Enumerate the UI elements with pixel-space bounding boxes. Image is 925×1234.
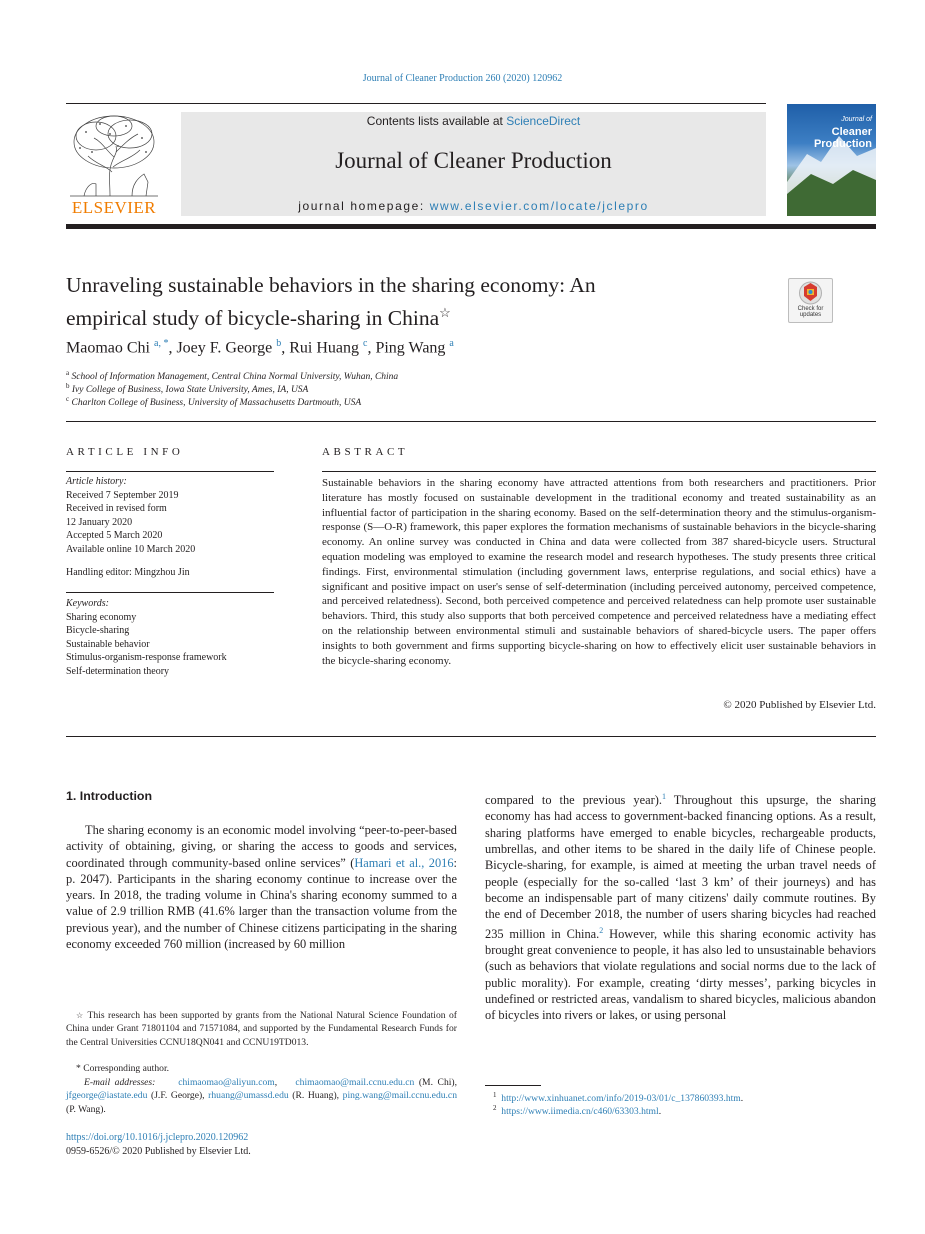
footnote-text: This research has been supported by grants from the National Natural Science Foundation of China under Grant 71801104 and 71571084, and supported by the Fundamental Research Funds for the Central Universities CCNU18QN041 and CCNU19TD013. (66, 1010, 457, 1048)
intro-paragraph-2 (485, 789, 876, 1023)
keyword: Stimulus-organism-response framework (66, 652, 227, 663)
article-history (66, 475, 276, 580)
header-thick-rule (66, 224, 876, 229)
footnote-star-mark: ☆ (76, 1011, 85, 1020)
author-affil-mark[interactable]: a (449, 338, 454, 349)
affiliation (66, 369, 398, 382)
affiliation (66, 382, 308, 395)
email-label: E-mail addresses: (84, 1077, 156, 1088)
homepage-prefix: journal homepage: (298, 199, 430, 213)
crossmark-label: Check for updates (797, 306, 824, 318)
keyword: Bicycle-sharing (66, 625, 130, 636)
journal-citation[interactable]: Journal of Cleaner Production 260 (2020) 120962 (362, 73, 563, 84)
footnote-ref[interactable]: 1 (661, 792, 666, 801)
doi-block (66, 1131, 251, 1159)
body-text: The sharing economy is an economic model involving “peer-to-peer-based activity of obtaining, giving, or sharing the access to goods and services, coordinated through community-based online services” ( (66, 823, 457, 870)
sciencedirect-link[interactable]: ScienceDirect (506, 114, 581, 128)
abstract-rule (322, 471, 876, 472)
author-affil-mark[interactable]: b (276, 338, 282, 349)
keyword: Sustainable behavior (66, 638, 150, 650)
front-matter-rule (66, 421, 876, 422)
footnote-2: $^2$ https://www.iimedia.cn/c460/63303.html. (493, 1104, 662, 1118)
homepage-line (181, 199, 766, 213)
affil-text: Ivy College of Business, Iowa State University, Ames, IA, USA (71, 385, 309, 396)
header-rule (66, 103, 766, 104)
email-owner: (P. Wang). (66, 1103, 106, 1115)
footnote-mark: 1 (493, 1091, 497, 1099)
abstract-heading: ABSTRACT (322, 446, 409, 458)
cover-prefix: Journal of (841, 116, 872, 123)
title-line1: Unraveling sustainable behaviors in the sharing economy: An (66, 273, 596, 297)
author-name[interactable]: Joey F. George (176, 339, 273, 357)
history-item: Available online 10 March 2020 (66, 543, 196, 555)
journal-cover-image[interactable] (787, 104, 876, 216)
keyword: Self-determination theory (66, 665, 170, 677)
handling-editor: Handling editor: Mingzhou Jin (66, 567, 190, 578)
author-name[interactable]: Ping Wang (375, 339, 446, 357)
title-line2: empirical study of bicycle-sharing in China (66, 306, 440, 331)
contents-prefix: Contents lists available at (366, 114, 507, 128)
email-link[interactable]: jfgeorge@iastate.edu (66, 1090, 148, 1102)
email-link[interactable]: chimaomao@aliyun.com (178, 1077, 275, 1088)
abstract-copyright: © 2020 Published by Elsevier Ltd. (723, 699, 876, 711)
journal-banner (181, 112, 766, 216)
affil-mark: a (66, 369, 70, 377)
crossmark-icon (789, 279, 832, 307)
history-item: 12 January 2020 (66, 516, 133, 528)
affil-text: Charlton College of Business, University of Massachusetts Dartmouth, USA (71, 398, 362, 409)
author-list: Maomao Chi $^{a, *}$, Joey F. George $^b$, Rui Huang $^c$, Ping Wang $^a$ (66, 338, 454, 357)
email-link[interactable]: rhuang@umassd.edu (208, 1090, 289, 1102)
elsevier-logo[interactable] (66, 112, 162, 216)
keyword: Sharing economy (66, 611, 137, 623)
body-text: Throughout this upsurge, the sharing economy has had access to government-backed financing options. As a result, sharing platforms have emerged to enable bicycles, rechargeable products, umbrellas, and other items to be shared in the daily life of Chinese people. Bicycle-sharing, for example, is aimed at meeting the urban travel needs of people (especially for the so-called ‘last 3 km’ of their journeys) and has become an indispensable part of many citizens' daily commute routines. By the end of December 2018, the number of users sharing bicycles had reached 235 million in China. (485, 793, 876, 941)
abstract-text: Sustainable behaviors in the sharing economy have attracted attentions from both researchers and practitioners. Prior literature has mostly focused on sustainable development in the traditional economy and treated sustainability as an influential factor of participation in the sharing economy. Based on the self-determination theory and the stimulus-organism-response (S—O-R) framework, this paper explores the formation mechanisms of sustainable behaviors in the bicycle-sharing economy. An online survey was conducted in China and data were collected from 387 shared-bicycle users. Structural equation modeling was employed to examine the research model and research hypotheses. The study presents three critical findings. First, environmental stimulation (including government laws, enterprise regulations, and social ethics) have a significant and positive impact on user's sense of self-determination (including perceived autonomy, perceived competence, and perceived relatedness). Second, both perceived competence and perceived relatedness can help promote user sustainable behaviors. Third, this study also supports that both perceived competence and perceived relatedness have a mediating effect on the relationship between environmental stimuli and sustainable behaviors of shared-bicycle users. The paper offers insights to both government and firms supporting bicycle-sharing on how to effectively elicit user sustainable behaviors in the bicycle-sharing economy. (322, 477, 876, 667)
author-affil-mark[interactable]: a, * (154, 338, 169, 349)
footnote-corresponding (66, 1062, 457, 1075)
history-item: Received 7 September 2019 (66, 489, 179, 501)
email-owner: (J.F. George), (147, 1090, 209, 1102)
article-title (66, 272, 756, 332)
article-info-heading: ARTICLE INFO (66, 446, 184, 458)
author-name[interactable]: Maomao Chi (66, 339, 150, 357)
affil-mark: b (66, 382, 70, 390)
body-text: However, while this sharing economic activity has brought great convenience to people, it has also led to unsustainable behaviors (such as behaviors that violate regulations and social norms due to the lack of public morality). For example, creating ‘dirty messes’, parking bicycles in undefined or restricted areas, vandalism to shared bicycles, malicious abandon of bicycles into rivers or lakes, or using personal (485, 926, 876, 1023)
email-link[interactable]: ping.wang@mail.ccnu.edu.cn (342, 1090, 457, 1102)
footnote-rule (485, 1085, 541, 1086)
affiliation (66, 395, 361, 408)
issn-copyright: 0959-6526/© 2020 Published by Elsevier Ltd. (66, 1146, 251, 1157)
email-link[interactable]: chimaomao@mail.ccnu.edu.cn (295, 1077, 415, 1088)
affil-mark: c (66, 395, 70, 403)
title-footnote-mark[interactable]: ☆ (439, 305, 451, 320)
intro-paragraph-1 (66, 822, 457, 952)
abstract-end-rule (66, 736, 876, 737)
body-text: : p. 2047). Participants in the sharing economy continue to increase over the years. In 2018, the trading volume in China's sharing economy summed to a value of 2.9 trillion RMB (41.6% larger than the transaction volume from the previous year), and the number of Chinese citizens participating in the sharing economy exceeded 760 million (increased by 60 million (66, 855, 457, 952)
elsevier-wordmark: ELSEVIER (71, 198, 157, 217)
footnote-text: Corresponding author. (83, 1063, 170, 1074)
body-text: compared to the previous year). (485, 793, 662, 808)
history-item: Accepted 5 March 2020 (66, 530, 163, 541)
journal-title: Journal of Cleaner Production (335, 148, 612, 173)
footnote-url-link[interactable]: http://www.xinhuanet.com/info/2019-03/01/c_137860393.htm (501, 1093, 741, 1105)
author-affil-mark[interactable]: c (362, 338, 368, 349)
footnote-mark: 2 (493, 1104, 497, 1112)
cover-title-text: Cleaner Production (813, 126, 872, 150)
cover-title (812, 114, 872, 150)
history-label: Article history: (66, 476, 127, 487)
contents-line (181, 114, 766, 128)
section-heading-introduction: 1. Introduction (66, 789, 153, 803)
email-owner: (M. Chi), (414, 1077, 457, 1088)
homepage-link[interactable]: www.elsevier.com/locate/jclepro (429, 199, 649, 213)
keywords-block (66, 597, 276, 678)
footnote-emails: E-mail addresses: chimaomao@aliyun.com, chimaomao@mail.ccnu.edu.cn (M. Chi), jfgeorge@iastate.edu (J.F. George), rhuang@umassd.edu (R. Huang), ping.wang@mail.ccnu.edu.cn (P. Wang). (66, 1077, 457, 1115)
footnote-funding (66, 1009, 457, 1049)
history-item: Received in revised form (66, 503, 167, 514)
keywords-rule (66, 592, 274, 593)
footnote-url-link[interactable]: https://www.iimedia.cn/c460/63303.html (501, 1106, 659, 1118)
email-owner: (R. Huang), (288, 1090, 343, 1102)
doi-link[interactable]: https://doi.org/10.1016/j.jclepro.2020.120962 (66, 1132, 249, 1143)
footnote-1: $^1$ http://www.xinhuanet.com/info/2019-03/01/c_137860393.htm. (493, 1091, 744, 1105)
check-for-updates-badge[interactable] (788, 278, 833, 323)
author-name[interactable]: Rui Huang (289, 339, 359, 357)
footnote-ref[interactable]: 2 (599, 925, 604, 935)
keywords-label: Keywords: (66, 598, 109, 609)
citation-link[interactable]: Hamari et al., 2016 (354, 855, 454, 870)
article-info-rule (66, 471, 274, 472)
affil-text: School of Information Management, Central China Normal University, Wuhan, China (71, 372, 399, 383)
footnote-mark: * (76, 1063, 81, 1074)
